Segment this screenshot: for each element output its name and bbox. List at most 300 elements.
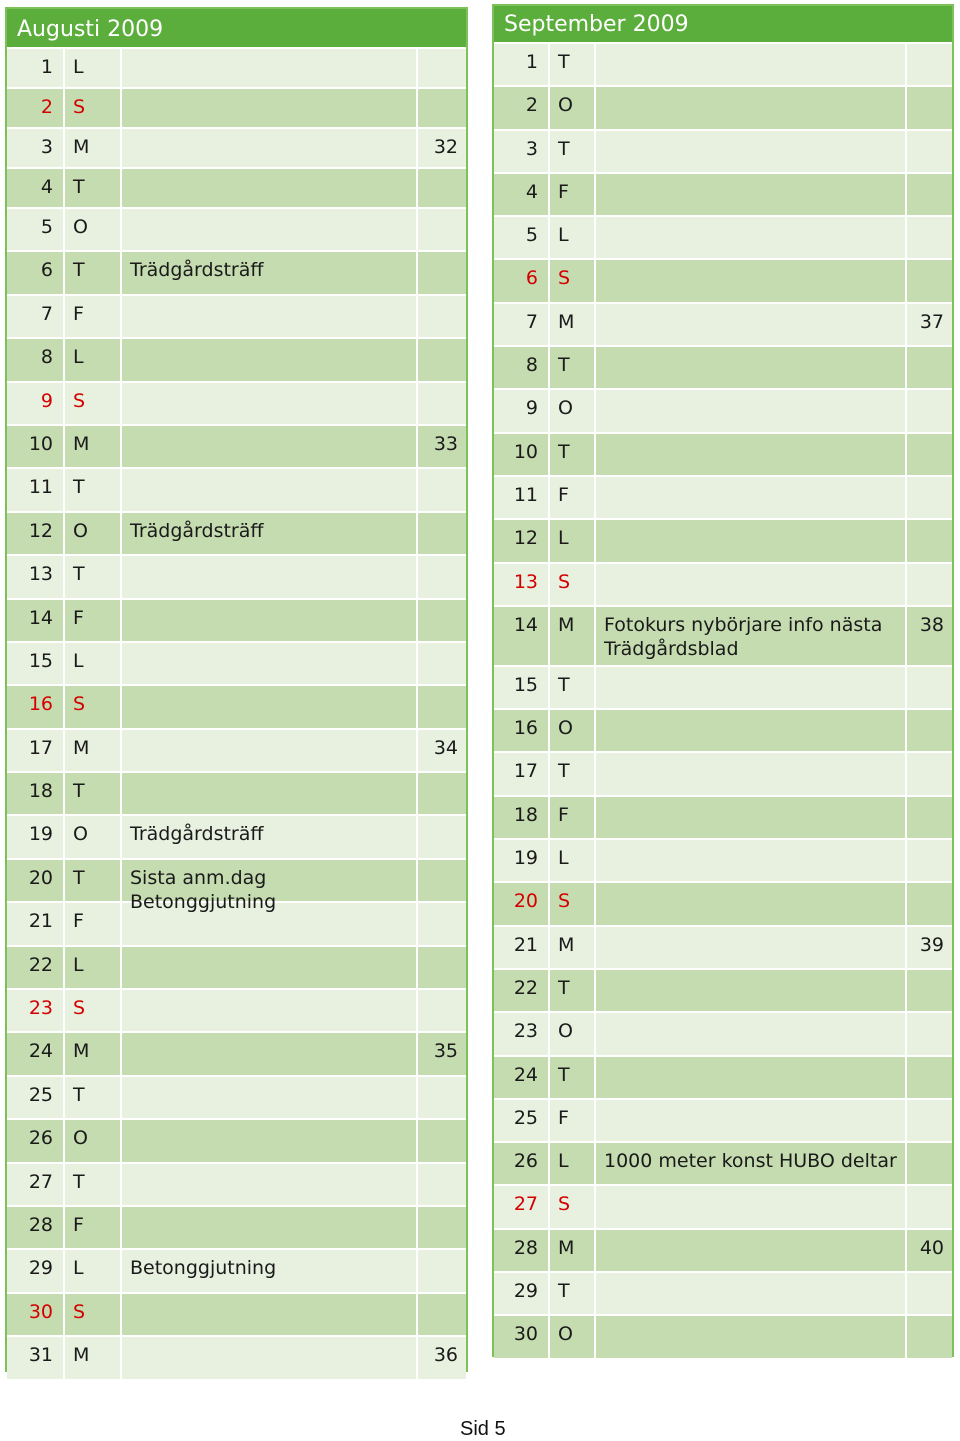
week-number (907, 520, 952, 561)
weekday-letter: T (550, 44, 596, 85)
event-note (122, 469, 418, 510)
event-note (596, 883, 907, 924)
week-number (418, 383, 466, 424)
event-note (122, 49, 418, 87)
event-note (122, 169, 418, 207)
day-number: 30 (494, 1316, 550, 1357)
week-number (907, 1186, 952, 1227)
day-row (7, 127, 466, 167)
day-number: 30 (7, 1294, 65, 1335)
event-note: Fotokurs nybörjare info nästa Trädgårdsblad (596, 607, 907, 665)
week-number (418, 513, 466, 554)
day-row (494, 1011, 952, 1054)
day-row (7, 771, 466, 814)
weekday-letter: S (550, 564, 596, 605)
event-note: Sista anm.dag Betonggjutning (122, 860, 418, 901)
event-note (122, 730, 418, 771)
weekday-letter: T (550, 131, 596, 172)
weekday-letter: S (65, 89, 122, 127)
week-number (418, 947, 466, 988)
event-note (596, 44, 907, 85)
day-row (494, 605, 952, 665)
week-number (418, 1164, 466, 1205)
event-note (596, 520, 907, 561)
day-number: 22 (494, 970, 550, 1011)
day-number: 21 (7, 903, 65, 944)
day-number: 31 (7, 1337, 65, 1378)
event-note (596, 260, 907, 301)
event-note (596, 87, 907, 128)
weekday-letter: O (65, 816, 122, 857)
week-number (418, 816, 466, 857)
day-row (7, 1292, 466, 1335)
day-number: 14 (494, 607, 550, 665)
weekday-letter: L (550, 217, 596, 258)
event-note: Trädgårdsträff (122, 513, 418, 554)
day-row (7, 47, 466, 87)
day-number: 2 (7, 89, 65, 127)
week-number: 38 (919, 613, 944, 636)
day-row (7, 467, 466, 510)
day-number: 2 (494, 87, 550, 128)
week-number (418, 252, 466, 293)
day-list (7, 47, 466, 1379)
weekday-letter: O (550, 710, 596, 751)
september-calendar (492, 4, 954, 1357)
event-note (122, 209, 418, 250)
weekday-letter: T (550, 1057, 596, 1098)
event-note (122, 556, 418, 597)
weekday-letter: S (550, 260, 596, 301)
week-number (418, 1294, 466, 1335)
week-number: 35 (433, 1040, 458, 1063)
event-note: Trädgårdsträff (122, 816, 418, 857)
event-note: 1000 meter konst HUBO deltar (596, 1143, 907, 1184)
day-row (494, 838, 952, 881)
week-number (907, 477, 952, 518)
weekday-letter: O (550, 1316, 596, 1357)
day-row (494, 708, 952, 751)
day-row (494, 345, 952, 388)
day-number: 17 (7, 730, 65, 771)
week-number (907, 260, 952, 301)
weekday-letter: S (65, 383, 122, 424)
day-row (7, 250, 466, 293)
weekday-letter: M (65, 426, 122, 467)
weekday-letter: L (65, 339, 122, 380)
day-row (494, 925, 952, 968)
weekday-letter: S (65, 1294, 122, 1335)
weekday-letter: F (65, 903, 122, 944)
day-number: 7 (7, 296, 65, 337)
day-row (494, 129, 952, 172)
day-row (494, 258, 952, 301)
event-note: Betonggjutning (122, 1250, 418, 1291)
day-row (494, 665, 952, 708)
week-number (907, 1013, 952, 1054)
event-note (596, 174, 907, 215)
day-number: 8 (494, 347, 550, 388)
event-note (122, 1033, 418, 1074)
day-number: 5 (7, 209, 65, 250)
day-number: 28 (7, 1207, 65, 1248)
day-number: 20 (494, 883, 550, 924)
day-row (7, 641, 466, 684)
weekday-letter: M (550, 1230, 596, 1271)
weekday-letter: M (65, 1337, 122, 1378)
weekday-letter: L (65, 1250, 122, 1291)
day-row (494, 302, 952, 345)
day-number: 25 (494, 1100, 550, 1141)
day-number: 19 (7, 816, 65, 857)
week-number (418, 686, 466, 727)
weekday-letter: T (65, 773, 122, 814)
weekday-letter: S (65, 990, 122, 1031)
weekday-letter: S (550, 1186, 596, 1227)
weekday-letter: F (550, 174, 596, 215)
week-number (418, 1207, 466, 1248)
event-note (596, 1100, 907, 1141)
week-number (418, 469, 466, 510)
day-number: 3 (7, 129, 65, 167)
event-note (122, 1207, 418, 1248)
week-number: 34 (433, 736, 458, 759)
weekday-letter: T (65, 169, 122, 207)
event-note (596, 970, 907, 1011)
weekday-letter: L (550, 840, 596, 881)
day-row (7, 728, 466, 771)
event-note (596, 1186, 907, 1227)
day-number: 5 (494, 217, 550, 258)
day-row (7, 684, 466, 727)
weekday-letter: T (65, 1164, 122, 1205)
week-number (907, 753, 952, 794)
weekday-letter: L (550, 520, 596, 561)
day-row (494, 1228, 952, 1271)
event-note (122, 600, 418, 641)
day-number: 9 (7, 383, 65, 424)
weekday-letter: T (550, 434, 596, 475)
weekday-letter: S (550, 883, 596, 924)
weekday-letter: F (550, 477, 596, 518)
weekday-letter: M (65, 129, 122, 167)
day-number: 6 (494, 260, 550, 301)
day-row (7, 858, 466, 913)
day-number: 13 (7, 556, 65, 597)
day-number: 26 (7, 1120, 65, 1161)
week-number (418, 1077, 466, 1118)
day-number: 1 (7, 49, 65, 87)
day-number: 12 (494, 520, 550, 561)
day-row (7, 381, 466, 424)
month-title: Augusti 2009 (7, 9, 466, 47)
week-number: 36 (433, 1344, 458, 1367)
day-number: 4 (494, 174, 550, 215)
event-note (122, 339, 418, 380)
event-note (596, 1013, 907, 1054)
event-note (122, 1337, 418, 1378)
week-number (907, 87, 952, 128)
event-note (596, 667, 907, 708)
weekday-letter: T (65, 252, 122, 293)
event-note (122, 990, 418, 1031)
week-number: 39 (919, 933, 944, 956)
weekday-letter: T (65, 556, 122, 597)
day-row (7, 424, 466, 467)
day-row (494, 432, 952, 475)
week-number (418, 49, 466, 87)
day-number: 15 (7, 643, 65, 684)
week-number (907, 883, 952, 924)
weekday-letter: O (550, 87, 596, 128)
weekday-letter: M (550, 927, 596, 968)
day-number: 11 (494, 477, 550, 518)
day-number: 4 (7, 169, 65, 207)
day-row (494, 1098, 952, 1141)
day-row (494, 562, 952, 605)
weekday-letter: S (65, 686, 122, 727)
weekday-letter: T (65, 469, 122, 510)
week-number (907, 667, 952, 708)
day-row (7, 167, 466, 207)
august-calendar (5, 7, 468, 1372)
week-number (907, 1057, 952, 1098)
event-note (596, 1230, 907, 1271)
day-row (7, 337, 466, 380)
day-row (7, 814, 466, 857)
event-note (596, 840, 907, 881)
event-note (122, 1077, 418, 1118)
week-number (418, 860, 466, 901)
day-row (7, 1075, 466, 1118)
day-number: 28 (494, 1230, 550, 1271)
day-row (7, 1205, 466, 1248)
day-number: 18 (494, 797, 550, 838)
weekday-letter: M (65, 730, 122, 771)
week-number (418, 209, 466, 250)
week-number (907, 390, 952, 431)
event-note (596, 217, 907, 258)
day-number: 14 (7, 600, 65, 641)
weekday-letter: T (550, 667, 596, 708)
weekday-letter: O (550, 390, 596, 431)
event-note (596, 710, 907, 751)
week-number (907, 44, 952, 85)
day-number: 22 (7, 947, 65, 988)
day-number: 23 (494, 1013, 550, 1054)
event-note (596, 347, 907, 388)
day-number: 10 (7, 426, 65, 467)
week-number (907, 347, 952, 388)
week-number (418, 600, 466, 641)
event-note (596, 390, 907, 431)
event-note (596, 753, 907, 794)
day-row (7, 1118, 466, 1161)
weekday-letter: F (550, 797, 596, 838)
day-row (7, 988, 466, 1031)
day-number: 11 (7, 469, 65, 510)
weekday-letter: T (65, 860, 122, 901)
week-number (907, 1316, 952, 1357)
week-number (418, 773, 466, 814)
weekday-letter: T (550, 1273, 596, 1314)
day-number: 26 (494, 1143, 550, 1184)
week-number (418, 89, 466, 127)
event-note (122, 643, 418, 684)
week-number: 32 (433, 136, 458, 158)
day-number: 15 (494, 667, 550, 708)
day-row (7, 1248, 466, 1291)
day-number: 13 (494, 564, 550, 605)
event-note (122, 947, 418, 988)
day-number: 10 (494, 434, 550, 475)
weekday-letter: T (65, 1077, 122, 1118)
event-note (596, 797, 907, 838)
week-number: 40 (919, 1236, 944, 1259)
event-note (596, 1273, 907, 1314)
week-number (418, 296, 466, 337)
day-row (494, 518, 952, 561)
day-number: 29 (7, 1250, 65, 1291)
day-number: 3 (494, 131, 550, 172)
weekday-letter: T (550, 753, 596, 794)
week-number: 37 (919, 310, 944, 333)
day-row (7, 511, 466, 554)
day-number: 20 (7, 860, 65, 901)
page-number: Sid 5 (460, 1418, 506, 1440)
month-title: September 2009 (494, 6, 952, 42)
day-row (7, 598, 466, 641)
event-note (122, 426, 418, 467)
week-number (907, 564, 952, 605)
event-note (122, 1120, 418, 1161)
day-number: 27 (7, 1164, 65, 1205)
weekday-letter: L (65, 643, 122, 684)
day-number: 12 (7, 513, 65, 554)
day-number: 18 (7, 773, 65, 814)
event-note (596, 927, 907, 968)
day-row (494, 795, 952, 838)
event-note (122, 903, 418, 944)
week-number (418, 339, 466, 380)
weekday-letter: O (65, 513, 122, 554)
day-row (494, 388, 952, 431)
day-row (7, 1335, 466, 1378)
weekday-letter: L (65, 49, 122, 87)
event-note (596, 564, 907, 605)
day-row (494, 1184, 952, 1227)
week-number (418, 556, 466, 597)
week-number (907, 1100, 952, 1141)
week-number (418, 169, 466, 207)
event-note (596, 1057, 907, 1098)
day-number: 1 (494, 44, 550, 85)
day-row (7, 1162, 466, 1205)
day-number: 6 (7, 252, 65, 293)
day-row (494, 85, 952, 128)
weekday-letter: F (65, 600, 122, 641)
event-note (596, 477, 907, 518)
week-number (418, 1250, 466, 1291)
day-number: 16 (7, 686, 65, 727)
day-row (494, 475, 952, 518)
week-number (418, 1120, 466, 1161)
day-row (494, 881, 952, 924)
event-note (122, 383, 418, 424)
weekday-letter: M (550, 607, 596, 665)
event-note (122, 686, 418, 727)
event-note (596, 434, 907, 475)
event-note (122, 1294, 418, 1335)
day-row (494, 751, 952, 794)
weekday-letter: L (550, 1143, 596, 1184)
event-note (122, 296, 418, 337)
week-number (907, 970, 952, 1011)
day-row (494, 1271, 952, 1314)
day-row (494, 42, 952, 85)
weekday-letter: M (550, 304, 596, 345)
week-number (907, 840, 952, 881)
day-number: 25 (7, 1077, 65, 1118)
week-number (418, 903, 466, 944)
day-row (7, 554, 466, 597)
day-row (7, 1031, 466, 1074)
day-number: 8 (7, 339, 65, 380)
day-number: 29 (494, 1273, 550, 1314)
day-number: 21 (494, 927, 550, 968)
week-number (418, 990, 466, 1031)
day-row (7, 294, 466, 337)
weekday-letter: T (550, 970, 596, 1011)
week-number: 33 (433, 432, 458, 455)
day-number: 16 (494, 710, 550, 751)
event-note (122, 773, 418, 814)
week-number (418, 643, 466, 684)
day-row (494, 1055, 952, 1098)
day-list (494, 42, 952, 1358)
event-note (596, 304, 907, 345)
weekday-letter: F (65, 1207, 122, 1248)
event-note: Trädgårdsträff (122, 252, 418, 293)
week-number (907, 131, 952, 172)
weekday-letter: O (65, 209, 122, 250)
weekday-letter: O (65, 1120, 122, 1161)
week-number (907, 174, 952, 215)
day-number: 24 (494, 1057, 550, 1098)
day-row (7, 945, 466, 988)
week-number (907, 1143, 952, 1184)
day-row (494, 1314, 952, 1357)
week-number (907, 217, 952, 258)
day-row (7, 207, 466, 250)
day-number: 19 (494, 840, 550, 881)
day-row (494, 1141, 952, 1184)
day-row (494, 172, 952, 215)
day-row (7, 87, 466, 127)
week-number (907, 797, 952, 838)
event-note (122, 1164, 418, 1205)
event-note (596, 131, 907, 172)
weekday-letter: F (550, 1100, 596, 1141)
event-note (122, 129, 418, 167)
day-row (494, 968, 952, 1011)
weekday-letter: M (65, 1033, 122, 1074)
day-number: 24 (7, 1033, 65, 1074)
day-row (7, 901, 466, 944)
weekday-letter: L (65, 947, 122, 988)
event-note (596, 1316, 907, 1357)
day-number: 7 (494, 304, 550, 345)
